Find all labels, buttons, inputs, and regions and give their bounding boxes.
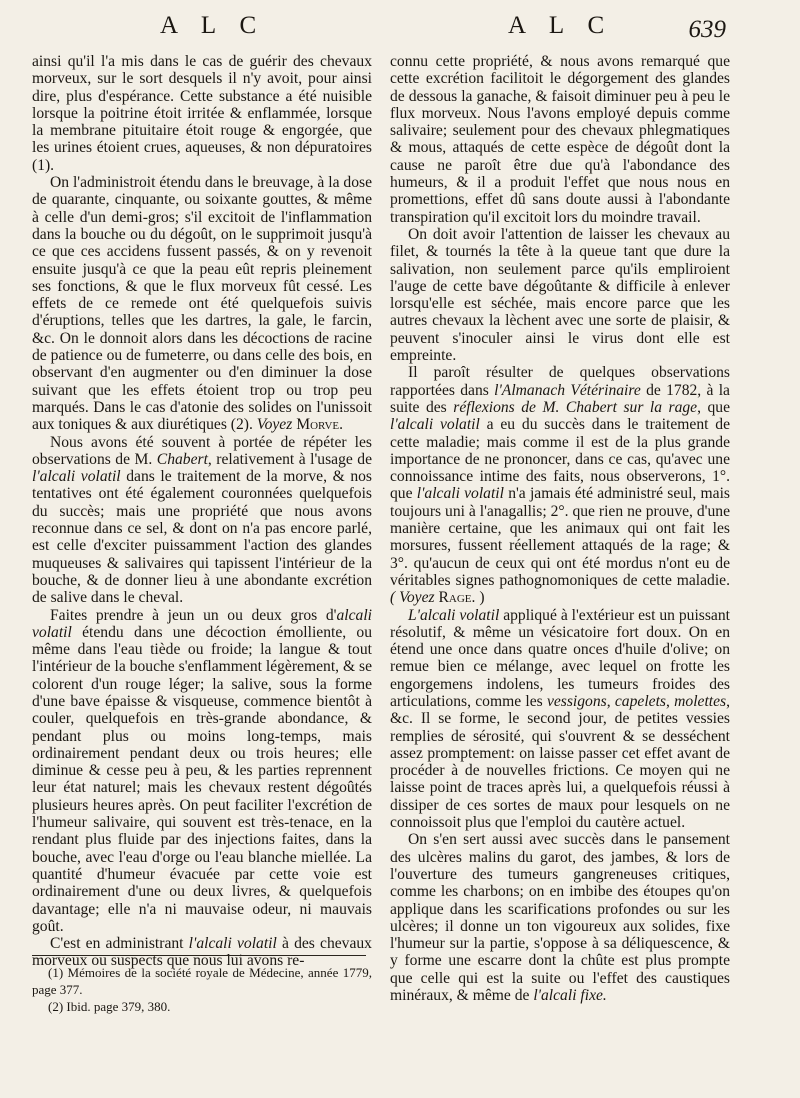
paragraph: Faites prendre à jeun un ou deux gros d'alcali volatil étendu dans une décoction émolliente, ou même dans l'eau tiède ou froide; la langue & tout l'intérieur de la bouche s'enflamment légèrement, & se colorent d'un rouge léger; la salive, sous la forme d'une bave épaisse & visqueuse, commence bientôt à couler, quelquefois en très-grande abondance, & pendant plus ou moins long-temps, mais ordinairement pendant deux ou trois heures; elle diminue & cesse peu à peu, & les parties reprennent leur état naturel; mais les chevaux restent dégoûtés plusieurs heures après. On peut faciliter l'excrétion de l'humeur salivaire, qui souvent est très-tenace, en la rendant plus fluide par des injections faites, dans la bouche, avec l'eau d'orge ou l'eau blanche miellée. La quantité d'humeur évacuée par cette voie est ordinairement d'une ou deux livres, & quelquefois davantage; elle n'a ni mauvaise odeur, ni mauvais goût. bbox=[32, 606, 372, 935]
paragraph: Nous avons été souvent à portée de répéter les observations de M. Chabert, relativement à l'usage de l'alcali volatil dans le traitement de la morve, & nos tentatives ont été également couronnées quelquefois du succès; mais une propriété que nous avons reconnue dans ce sel, & dont on n'a pas encore parlé, est celle d'exciter puissamment l'action des glandes muqueuses & salivaires qui tapissent l'intérieur de la bouche, & de donner lieu à une abondante excrétion de salive dans le cheval. bbox=[32, 433, 372, 607]
paragraph: On doit avoir l'attention de laisser les chevaux au filet, & tournés la tête à la queue tant que dure la salivation, non seulement parce qu'ils empliroient l'auge de cette bave dégoûtante & difficile à enlever lorsqu'elle est séchée, mais encore parce que les autres chevaux la lèchent avec une sorte de plaisir, & peuvent s'inoculer ainsi le virus dont elle est empreinte. bbox=[390, 225, 730, 365]
page-number: 639 bbox=[688, 16, 726, 43]
paragraph: ainsi qu'il l'a mis dans le cas de guérir des chevaux morveux, sur le sort desquels il n'y avoit, pour ainsi dire, plus d'espérance. Cette substance a été nuisible lorsque la poitrine étoit irritée & enflammée, lorsque la membrane pituitaire étoit rouge & engorgée, que les urines étoient crues, aqueuses, & non dépuratoires (1). bbox=[32, 53, 372, 174]
cross-reference-term: Morve. bbox=[296, 416, 344, 434]
left-column bbox=[32, 53, 372, 970]
term: l'alcali volatil bbox=[416, 485, 504, 503]
term: l'alcali volatil bbox=[188, 935, 277, 953]
term: capelets bbox=[614, 692, 666, 710]
footnotes bbox=[32, 964, 372, 1015]
work-title: réflexions de M. Chabert sur la rage bbox=[453, 398, 698, 416]
paragraph: Il paroît résulter de quelques observations rapportées dans l'Almanach Vétérinaire de 1782, à la suite des réflexions de M. Chabert sur la rage, que l'alcali volatil a eu du succès dans le traitement de cette maladie; mais comme il est de la plus grande importance de ne prononcer, dans ce cas, qu'avec une connoissance intime des faits, nous observerons, 1°. que l'alcali volatil n'a jamais été administré seul, mais toujours uni à l'anagallis; 2°. que rien ne prouve, d'une manière certaine, que les animaux qui ont fait les morsures, fussent réellement attaqués de la rage; & 3°. qu'aucun de ceux qui ont été mordus n'ont eu de véritables signes pathognomoniques de cette maladie. ( Voyez Rage. ) bbox=[390, 364, 731, 607]
cross-reference-term: Rage. ) bbox=[438, 589, 485, 607]
paragraph: connu cette propriété, & nous avons remarqué que cette excrétion facilitoit le dégorgement des glandes de dessous la ganache, & faisoit diminuer peu à peu le flux morveux. Nous l'avons employé depuis comme salivaire; seulement pour des chevaux phlegmatiques & mous, attaqués de cette espèce de dégoût dont la cause ne paroît être due qu'à l'abondance des humeurs, & il a produit l'effet que nous nous en promettions, effet dû sans doute aussi à l'abondante transpiration qu'il excitoit lors du moindre travail. bbox=[390, 53, 730, 226]
term: L'alcali volatil bbox=[408, 606, 500, 624]
running-head-left: A L C bbox=[160, 12, 266, 39]
footnote: (2) Ibid. page 379, 380. bbox=[48, 999, 171, 1014]
book-title: l'Almanach Vétérinaire bbox=[494, 381, 641, 399]
paragraph: On s'en sert aussi avec succès dans le pansement des ulcères malins du garot, des jambes, & lors de l'ouverture des tumeurs gangreneuses critiques, comme les charbons; on en imbibe des étoupes qu'on applique dans les scarifications profondes ou sur les ulcères; il donne un ton vigoureux aux solides, fixe l'humeur sur la partie, s'oppose à sa déliquescence, & y forme une escarre dont la chûte est plus prompte que celle qui est la suite ou l'effet des caustiques minéraux, & même de l'alcali fixe. bbox=[390, 831, 730, 1005]
term: molettes bbox=[674, 692, 727, 710]
paragraph: On l'administroit étendu dans le breuvage, à la dose de quarante, cinquante, ou soixante gouttes, & même à celle d'un demi-gros; s'il excitoit de l'inflammation dans la bouche ou du dégoût, on le supprimoit jusqu'à ce que ces accidens fussent passés, & on y revenoit ensuite jusqu'à ce que la peau eût repris pleinement ses fonctions, & que le flux morveux fût cessé. Les effets de ce remede ont été quelquefois suivis d'éruptions, telles que les dartres, la gale, le farcin, &c. On le donnoit alors dans les décoctions de racine de patience ou de fumeterre, ou dans celle des bois, en observant d'en augmenter ou d'en diminuer la dose suivant que les effets étoient trop ou trop peu marqués. Dans le cas d'atonie des solides on l'unissoit aux toniques & aux diurétiques (2). Voyez Morve. bbox=[32, 174, 372, 434]
paragraph: C'est en administrant l'alcali volatil à des chevaux morveux ou suspects que nous lui avons re- bbox=[32, 935, 372, 970]
footnote: (1) Mémoires de la société royale de Médecine, année 1779, page 377. bbox=[32, 965, 372, 997]
term: vessigons bbox=[546, 692, 607, 710]
right-column bbox=[390, 53, 730, 1004]
person-name: Chabert bbox=[156, 450, 208, 468]
cross-reference: ( Voyez bbox=[390, 589, 435, 607]
paragraph: L'alcali volatil appliqué à l'extérieur est un puissant résolutif, & même un vésicatoire fort doux. On en étend une once dans quatre onces d'huile d'olive; on remue bien ce mélange, avec lequel on frotte les engorgemens indolens, les tumeurs froides des articulations, comme les vessigons, capelets, molettes, &c. Il se forme, le second jour, de petites vessies remplies de sérosité, qui s'ouvrent & se desséchent assez promptement: on laisse passer cet effet avant de procéder à de nouvelles frictions. Ce moyen qui ne laisse point de traces après lui, a quelquefois réussi à dissiper de ces sortes de maux pour lesquels on ne connoissoit plus que l'emploi du cautère actuel. bbox=[390, 606, 731, 832]
term: l'alcali volatil bbox=[32, 468, 121, 486]
footnote-rule bbox=[32, 955, 366, 956]
running-head-right: A L C bbox=[508, 12, 614, 39]
cross-reference: Voyez bbox=[256, 416, 293, 434]
term: l'alcali volatil bbox=[390, 416, 480, 434]
term: l'alcali fixe. bbox=[533, 987, 607, 1005]
term: alcali volatil bbox=[32, 606, 372, 641]
